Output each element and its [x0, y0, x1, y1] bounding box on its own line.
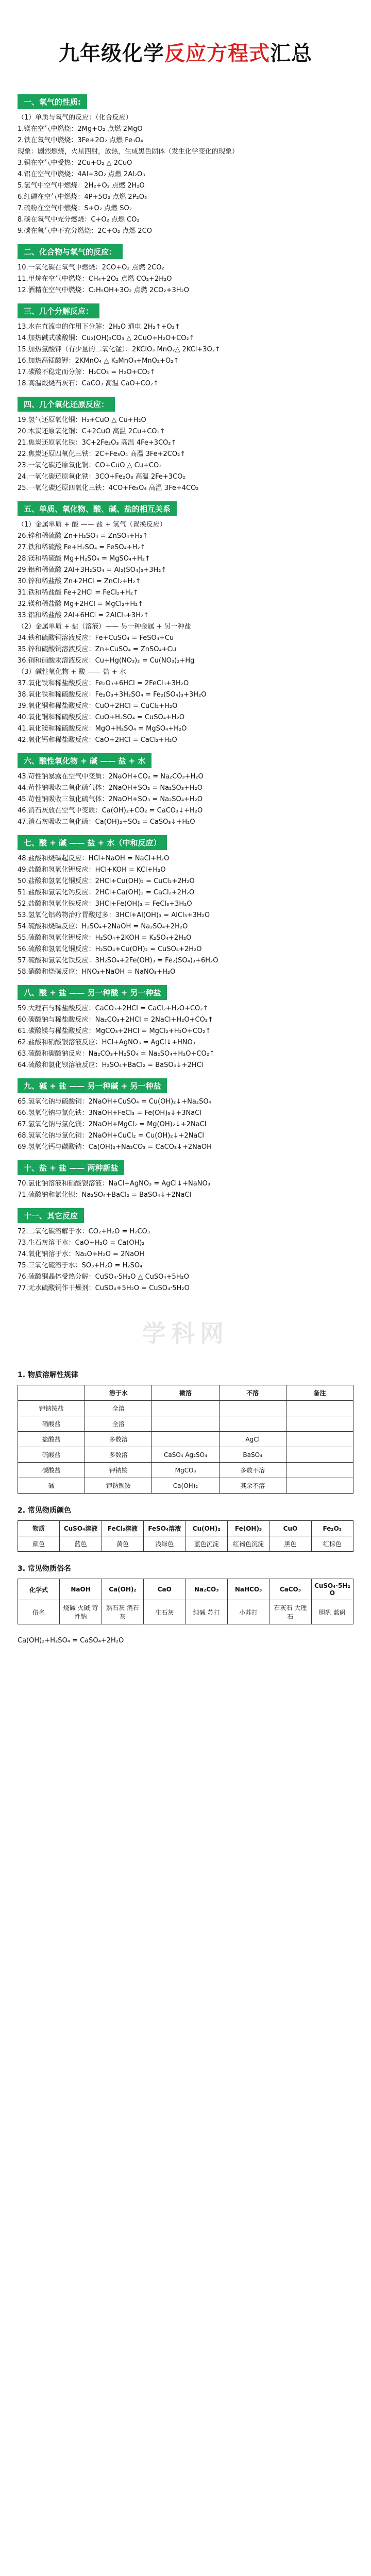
table-cell: 物质 — [18, 1521, 60, 1536]
table-row — [18, 1521, 353, 1536]
table-row — [18, 1385, 353, 1401]
equation-line: 28.镁和稀硫酸 Mg+H₂SO₄ = MgSO₄+H₂↑ — [18, 555, 150, 563]
section-heading: 十、盐 + 盐 —— 两种新盐 — [18, 1160, 124, 1175]
equation-line: 6.红磷在空气中燃烧：4P+5O₂ 点燃 2P₂O₅ — [18, 193, 147, 201]
section-block — [18, 978, 353, 1071]
equation-line: 19.氢气还原氧化铜：H₂+CuO △ Cu+H₂O — [18, 416, 146, 424]
table-cell — [152, 1432, 219, 1447]
table-row — [18, 1447, 353, 1463]
equation-line: 17.碳酸不稳定而分解：H₂CO₃ = H₂O+CO₂↑ — [18, 368, 156, 376]
equation-line: 47.消石灰吸收二氧化硫：Ca(OH)₂+SO₂ = CaSO₃↓+H₂O — [18, 818, 195, 826]
table-cell: CuSO₄溶液 — [60, 1521, 102, 1536]
table-cell: 红棕色 — [311, 1536, 353, 1552]
equation-line: 76.硫酸铜晶体受热分解：CuSO₄·5H₂O △ CuSO₄+5H₂O — [18, 1273, 189, 1281]
section-block — [18, 494, 353, 746]
equation-line: 59.大理石与稀盐酸反应：CaCO₃+2HCl = CaCl₂+H₂O+CO₂↑ — [18, 1005, 209, 1012]
equation-line: （1）金属单质 + 酸 —— 盐 + 氢气（置换反应） — [18, 521, 166, 529]
equation-line: 7.硫粉在空气中燃烧：S+O₂ 点燃 SO₂ — [18, 205, 132, 212]
title-prefix: 九年级化学 — [59, 42, 164, 65]
section-heading: 七、酸 + 碱 —— 盐 + 水（中和反应） — [18, 835, 167, 850]
equation-line: 65.氢氧化钠与硫酸铜：2NaOH+CuSO₄ = Cu(OH)₂↓+Na₂SO₄ — [18, 1098, 211, 1106]
equation-line: 27.铁和稀硫酸 Fe+H₂SO₄ = FeSO₄+H₂↑ — [18, 544, 146, 551]
section-heading: 六、酸性氧化物 + 碱 —— 盐 + 水 — [18, 753, 151, 768]
table-cell: 溶于水 — [85, 1385, 152, 1401]
section-block — [18, 746, 353, 828]
equation-line: 32.镁和稀盐酸 Mg+2HCl = MgCl₂+H₂↑ — [18, 600, 144, 608]
section-block — [18, 389, 353, 494]
equation-line: 49.盐酸和氢氧化钾反应：HCl+KOH = KCl+H₂O — [18, 866, 166, 874]
equation-line: 39.氧化铜和稀盐酸反应：CuO+2HCl = CuCl₂+H₂O — [18, 702, 178, 710]
equation-line: 54.硫酸和烧碱反应：H₂SO₄+2NaOH = Na₂SO₄+2H₂O — [18, 923, 188, 930]
equation-line: 68.氢氧化钠与氯化铜：2NaOH+CuCl₂ = Cu(OH)₂↓+2NaCl — [18, 1132, 205, 1140]
table-cell: 硫酸盐 — [18, 1447, 85, 1463]
equation-line: 22.焦炭还原四氧化三铁：2C+Fe₃O₄ 高温 3Fe+2CO₂↑ — [18, 450, 186, 458]
equation-line: 35.锌和硫酸铜溶液反应：Zn+CuSO₄ = ZnSO₄+Cu — [18, 646, 176, 653]
table-cell: 小苏打 — [227, 1600, 269, 1624]
section-heading: 四、几个氧化还原反应： — [18, 397, 115, 412]
section-block — [18, 1153, 353, 1201]
table-cell: 钾钠铵 — [85, 1463, 152, 1478]
table-cell: 颜色 — [18, 1536, 60, 1552]
table-cell: 黑色 — [269, 1536, 311, 1552]
section-heading: 八、酸 + 盐 —— 另一种酸 + 另一种盐 — [18, 985, 167, 1000]
page-title — [18, 0, 353, 87]
section-block — [18, 237, 353, 296]
equation-line: （2）金属单质 + 盐（溶液）—— 另一种金属 + 另一种盐 — [18, 623, 191, 631]
equation-line: 20.木炭还原氧化铜：C+2CuO 高温 2Cu+CO₂↑ — [18, 428, 165, 435]
equation-line: 48.盐酸和烧碱起反应：HCl+NaOH = NaCl+H₂O — [18, 855, 170, 862]
equation-line: 63.硫酸和碳酸钠反应：Na₂CO₃+H₂SO₄ = Na₂SO₄+H₂O+CO₂↑ — [18, 1050, 215, 1058]
table-cell: 黄色 — [102, 1536, 143, 1552]
table-cell: 其余不溶 — [219, 1478, 286, 1494]
table-cell — [18, 1385, 85, 1401]
section-heading: 十一、其它反应 — [18, 1208, 84, 1223]
watermark: 学科网 — [142, 1319, 229, 1347]
table-cell — [286, 1401, 353, 1416]
footer-equation: Ca(OH)₂+H₂SO₄ = CaSO₄+2H₂O — [18, 1637, 124, 1645]
table-cell: 生石灰 — [144, 1600, 185, 1624]
equation-line: 56.硫酸和氢氧化铜反应：H₂SO₄+Cu(OH)₂ = CuSO₄+2H₂O — [18, 945, 202, 953]
equation-line: 70.氯化钠溶液和硝酸银溶液：NaCl+AgNO₃ = AgCl↓+NaNO₃ — [18, 1180, 210, 1188]
equation-line: 41.氧化镁和稀硫酸反应：MgO+H₂SO₄ = MgSO₄+H₂O — [18, 725, 187, 733]
equation-line: 71.硫酸钠和氯化钡：Na₂SO₄+BaCl₂ = BaSO₄↓+2NaCl — [18, 1191, 192, 1199]
equation-line: 53.氢氧化铝药物治疗胃酸过多：3HCl+Al(OH)₃ = AlCl₃+3H₂O — [18, 911, 210, 919]
table-cell: 熟石灰 消石灰 — [102, 1600, 143, 1624]
section-block — [18, 87, 353, 237]
equation-line: 58.硝酸和烧碱反应：HNO₃+NaOH = NaNO₃+H₂O — [18, 968, 176, 976]
table-cell — [219, 1401, 286, 1416]
equation-line: 14.加热碱式碳酸铜：Cu₂(OH)₂CO₃ △ 2CuO+H₂O+CO₂↑ — [18, 334, 195, 342]
table-cell: 钾钠钡铵 — [85, 1478, 152, 1494]
equation-line: 67.氢氧化钠与氯化镁：2NaOH+MgCl₂ = Mg(OH)₂↓+2NaCl — [18, 1121, 207, 1128]
table-row — [18, 1401, 353, 1416]
equation-line: 62.盐酸和硝酸银溶液反应：HCl+AgNO₃ = AgCl↓+HNO₃ — [18, 1039, 196, 1046]
table-cell: Ca(OH)₂ — [102, 1579, 143, 1600]
equation-line: 26.锌和稀硫酸 Zn+H₂SO₄ = ZnSO₄+H₂↑ — [18, 532, 148, 540]
table-cell: Na₂CO₃ — [185, 1579, 227, 1600]
table-cell: CuSO₄·5H₂O — [311, 1579, 353, 1600]
table-cell: 不溶 — [219, 1385, 286, 1401]
table-cell — [286, 1463, 353, 1478]
table-cell: CaO — [144, 1579, 185, 1600]
table-cell: 全溶 — [85, 1401, 152, 1416]
table-cell: CaCO₃ — [269, 1579, 311, 1600]
equation-line: 73.生石灰溶于水：CaO+H₂O = Ca(OH)₂ — [18, 1239, 145, 1247]
equation-line: 50.盐酸和氢氧化铜反应：2HCl+Cu(OH)₂ = CuCl₂+2H₂O — [18, 877, 195, 885]
table-row — [18, 1600, 353, 1624]
table-cell: 纯碱 苏打 — [185, 1600, 227, 1624]
section-block — [18, 828, 353, 978]
table-cell: 多数溶 — [85, 1447, 152, 1463]
title-accent: 反应方程式 — [164, 42, 270, 65]
equation-line: 4.铝在空气中燃烧：4Al+3O₂ 点燃 2Al₂O₃ — [18, 171, 145, 178]
equation-line: （3）碱性氧化物 + 酸 —— 盐 + 水 — [18, 668, 126, 676]
equation-line: 13.水在直流电的作用下分解：2H₂O 通电 2H₂↑+O₂↑ — [18, 323, 180, 331]
section-heading: 九、碱 + 盐 —— 另一种碱 + 另一种盐 — [18, 1078, 167, 1093]
table-cell: FeSO₄溶液 — [144, 1521, 185, 1536]
equation-line: 11.甲烷在空气中燃烧：CH₄+2O₂ 点燃 CO₂+2H₂O — [18, 275, 172, 283]
equation-line: 31.铁和稀盐酸 Fe+2HCl = FeCl₂+H₂↑ — [18, 589, 139, 597]
equation-line: 38.氧化铁和稀硫酸反应：Fe₂O₃+3H₂SO₄ = Fe₂(SO₄)₃+3H₂O — [18, 691, 207, 699]
equation-line: 9.碳在氧气中不充分燃烧：2C+O₂ 点燃 2CO — [18, 227, 152, 235]
equation-line: 21.焦炭还原氧化铁：3C+2Fe₂O₃ 高温 4Fe+3CO₂↑ — [18, 439, 177, 447]
section-heading: 二、化合物与氧气的反应： — [18, 244, 123, 259]
table-cell: 备注 — [286, 1385, 353, 1401]
equation-line: 72.二氧化碳溶解于水：CO₂+H₂O = H₂CO₃ — [18, 1228, 150, 1235]
table-cell — [219, 1416, 286, 1432]
table-cell: Fe(OH)₃ — [227, 1521, 269, 1536]
table-cell: BaSO₄ — [219, 1447, 286, 1463]
table-cell: AgCl — [219, 1432, 286, 1447]
table-cell — [286, 1416, 353, 1432]
section-heading: 五、单质、氧化物、酸、碱、盐的相互关系 — [18, 501, 177, 516]
section-block — [18, 1201, 353, 1294]
equation-line: 现象：剧烈燃烧，火星四射，放热，生成黑色固体（发生化学变化的现象） — [18, 148, 239, 156]
equation-line: 24.一氧化碳还原氧化铁：3CO+Fe₂O₃ 高温 2Fe+3CO₂ — [18, 473, 185, 481]
equation-line: 43.苛性钠暴露在空气中变质：2NaOH+CO₂ = Na₂CO₃+H₂O — [18, 773, 204, 781]
equation-line: 42.氧化钙和稀盐酸反应：CaO+2HCl = CaCl₂+H₂O — [18, 736, 177, 744]
equation-line: 74.氧化钠溶于水：Na₂O+H₂O = 2NaOH — [18, 1250, 145, 1258]
table2-title: 2. 常见物质颜色 — [18, 1506, 71, 1515]
table-cell: Fe₂O₃ — [311, 1521, 353, 1536]
equation-line: 64.硫酸和氯化钡溶液反应：H₂SO₄+BaCl₂ = BaSO₄↓+2HCl — [18, 1061, 204, 1069]
equation-line: 45.苛性钠吸收三氧化硫气体：2NaOH+SO₃ = Na₂SO₄+H₂O — [18, 795, 203, 803]
table-cell: Cu(OH)₂ — [185, 1521, 227, 1536]
table-cell: 全溶 — [85, 1416, 152, 1432]
equation-line: 1.镁在空气中燃烧：2Mg+O₂ 点燃 2MgO — [18, 125, 143, 133]
table-row — [18, 1478, 353, 1494]
table-cell — [152, 1401, 219, 1416]
table-cell: 蓝色 — [60, 1536, 102, 1552]
table-cell — [286, 1432, 353, 1447]
table-row — [18, 1536, 353, 1552]
table-cell: 碳酸盐 — [18, 1463, 85, 1478]
equation-line: 2.铁在氧气中燃烧：3Fe+2O₂ 点燃 Fe₃O₄ — [18, 137, 143, 144]
table-cell: NaHCO₃ — [227, 1579, 269, 1600]
equation-line: 3.铜在空气中受热：2Cu+O₂ △ 2CuO — [18, 159, 132, 167]
equation-line: 44.苛性钠吸收二氧化硫气体：2NaOH+SO₂ = Na₂SO₃+H₂O — [18, 784, 203, 792]
table-cell: 盐酸盐 — [18, 1432, 85, 1447]
equation-line: 75.三氧化硫溶于水：SO₃+H₂O = H₂SO₄ — [18, 1262, 143, 1269]
equation-line: 15.加热氯酸钾（有少量的二氧化锰）：2KClO₃ MnO₂△ 2KCl+3O₂↑ — [18, 346, 221, 353]
solubility-table — [18, 1385, 353, 1494]
table-cell: 钾钠铵盐 — [18, 1401, 85, 1416]
equation-line: 12.酒精在空气中燃烧：C₂H₅OH+3O₂ 点燃 2CO₂+3H₂O — [18, 286, 190, 294]
equation-line: 55.硫酸和氢氧化钾反应：H₂SO₄+2KOH = K₂SO₄+2H₂O — [18, 934, 192, 942]
equation-line: 46.消石灰放在空气中变质：Ca(OH)₂+CO₂ = CaCO₃↓+H₂O — [18, 807, 203, 815]
equation-line: 37.氧化铁和稀盐酸反应：Fe₂O₃+6HCl = 2FeCl₃+3H₂O — [18, 680, 189, 687]
color-table — [18, 1520, 353, 1552]
section-heading: 三、几个分解反应： — [18, 303, 99, 318]
section-block — [18, 296, 353, 389]
table-cell: 化学式 — [18, 1579, 60, 1600]
equation-line: 8.碳在氧气中充分燃烧：C+O₂ 点燃 CO₂ — [18, 216, 140, 224]
table-row — [18, 1463, 353, 1478]
equation-line: 61.碳酸镁与稀盐酸反应：MgCO₃+2HCl = MgCl₂+H₂O+CO₂↑ — [18, 1027, 211, 1035]
section-block — [18, 1071, 353, 1153]
equation-line: 34.铁和硫酸铜溶液反应：Fe+CuSO₄ = FeSO₄+Cu — [18, 634, 174, 642]
equation-line: 16.加热高锰酸钾：2KMnO₄ △ K₂MnO₄+MnO₂+O₂↑ — [18, 357, 179, 365]
equation-line: 57.硫酸和氢氧化铁反应：3H₂SO₄+2Fe(OH)₃ = Fe₂(SO₄)₃+6H₂O — [18, 957, 218, 964]
equation-line: （1）单质与氧气的反应：（化合反应） — [18, 114, 132, 122]
table-cell: CaSO₄ Ag₂SO₄ — [152, 1447, 219, 1463]
table1-title: 1. 物质溶解性规律 — [18, 1371, 78, 1379]
title-suffix: 汇总 — [270, 42, 312, 65]
table-cell: MgCO₃ — [152, 1463, 219, 1478]
table-cell: CuO — [269, 1521, 311, 1536]
table-cell: 烧碱 火碱 苛性钠 — [60, 1600, 102, 1624]
table-row — [18, 1432, 353, 1447]
equation-line: 60.碳酸钠与稀盐酸反应：Na₂CO₃+2HCl = 2NaCl+H₂O+CO₂↑ — [18, 1016, 213, 1024]
section-heading: 一、氧气的性质: — [18, 94, 87, 109]
equation-line: 51.盐酸和氢氧化钙反应：2HCl+Ca(OH)₂ = CaCl₂+2H₂O — [18, 889, 195, 896]
table-cell: Ca(OH)₂ — [152, 1478, 219, 1494]
equation-line: 10.一氧化碳在氧气中燃烧：2CO+O₂ 点燃 2CO₂ — [18, 264, 164, 272]
equation-line: 23.一氧化碳还原氧化铜：CO+CuO △ Cu+CO₂ — [18, 462, 162, 469]
equation-line: 18.高温煅烧石灰石：CaCO₃ 高温 CaO+CO₂↑ — [18, 380, 159, 387]
table-cell: 多数不溶 — [219, 1463, 286, 1478]
equation-line: 66.氢氧化钠与氯化铁：3NaOH+FeCl₃ = Fe(OH)₃↓+3NaCl — [18, 1109, 201, 1117]
table-cell: 微溶 — [152, 1385, 219, 1401]
equation-line: 77.无水硫酸铜作干燥剂：CuSO₄+5H₂O = CuSO₄·5H₂O — [18, 1284, 190, 1292]
equation-line: 69.氢氧化钙与碳酸钠：Ca(OH)₂+Na₂CO₃ = CaCO₃↓+2NaOH — [18, 1143, 212, 1151]
table-cell: 碱 — [18, 1478, 85, 1494]
equation-line: 52.盐酸和氢氧化铁反应：3HCl+Fe(OH)₃ = FeCl₃+3H₂O — [18, 900, 192, 908]
table-cell: 浅绿色 — [144, 1536, 185, 1552]
equation-line: 30.锌和稀盐酸 Zn+2HCl = ZnCl₂+H₂↑ — [18, 578, 141, 585]
table-cell: 胆矾 蓝矾 — [311, 1600, 353, 1624]
table-cell: FeCl₃溶液 — [102, 1521, 143, 1536]
table-row — [18, 1579, 353, 1600]
table-cell: 多数溶 — [85, 1432, 152, 1447]
equation-line: 36.铜和硝酸汞溶液反应：Cu+Hg(NO₃)₂ = Cu(NO₃)₂+Hg — [18, 657, 195, 665]
table3-title: 3. 常见物质俗名 — [18, 1565, 71, 1573]
common-name-table — [18, 1579, 353, 1624]
table-cell: NaOH — [60, 1579, 102, 1600]
table-cell — [286, 1478, 353, 1494]
equation-line: 25.一氧化碳还原四氧化三铁：4CO+Fe₃O₄ 高温 3Fe+4CO₂ — [18, 484, 199, 492]
table-cell: 俗名 — [18, 1600, 60, 1624]
table-cell: 硝酸盐 — [18, 1416, 85, 1432]
table-row — [18, 1416, 353, 1432]
equation-line: 5.氢气中空气中燃烧：2H₂+O₂ 点燃 2H₂O — [18, 182, 145, 190]
table-cell: 蓝色沉淀 — [185, 1536, 227, 1552]
equation-line: 40.氧化铜和稀硫酸反应：CuO+H₂SO₄ = CuSO₄+H₂O — [18, 714, 185, 721]
table-cell — [152, 1416, 219, 1432]
table-cell — [286, 1447, 353, 1463]
table-cell: 红褐色沉淀 — [227, 1536, 269, 1552]
equation-line: 29.铝和稀硫酸 2Al+3H₂SO₄ = Al₂(SO₄)₃+3H₂↑ — [18, 566, 167, 574]
equation-line: 33.铝和稀盐酸 2Al+6HCl = 2AlCl₃+3H₂↑ — [18, 612, 149, 619]
table-cell: 石灰石 大理石 — [269, 1600, 311, 1624]
equation-sections — [18, 87, 353, 1294]
